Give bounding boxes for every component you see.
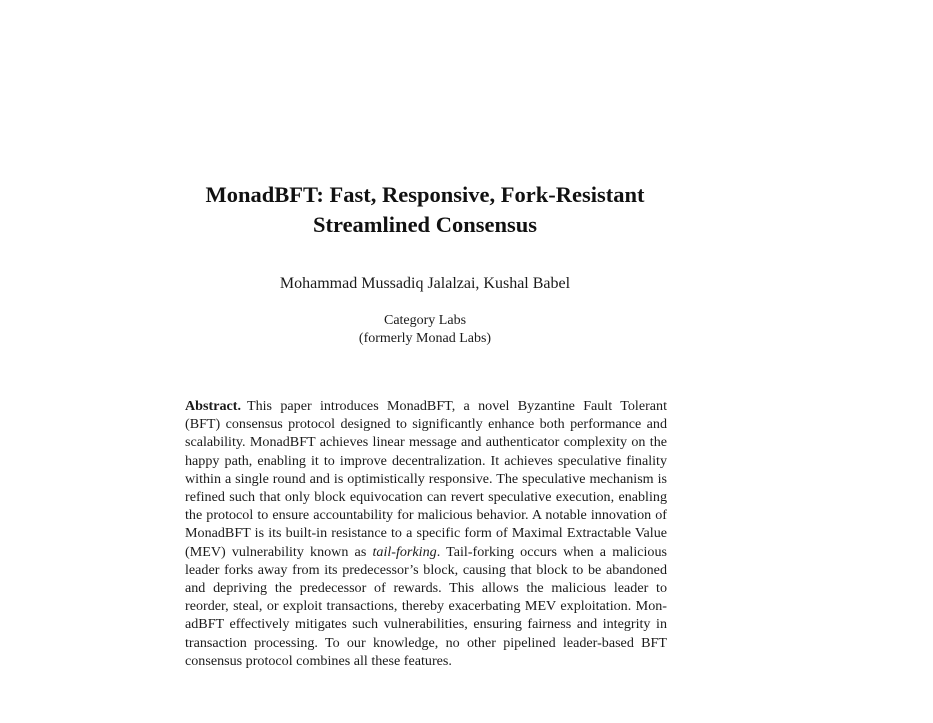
affiliation — [150, 312, 700, 348]
abstract-label: Abstract. — [185, 398, 241, 414]
abstract-text-part1: This paper introduces MonadBFT, a novel Byzantine Fault Tolerant (BFT) consensus protocol designed to significantly enhance both performance and scalability. MonadBFT achieves linear message and authenticator complexity on the happy path, enabling it to improve decentralization. It achieves speculative finality within a single round and is optimistically responsive. The speculative mechanism is refined such that only block equivocation can revert speculative execution, enabling the protocol to ensure accountability for malicious behavior. A notable innovation of MonadBFT is its built-in resistance to a specific form of Maximal Extractable Value (MEV) vulnerability known as — [185, 398, 667, 560]
paper-title — [150, 180, 700, 240]
title-line-2: Streamlined Consensus — [312, 212, 537, 237]
affiliation-note: (formerly Monad Labs) — [358, 331, 492, 346]
abstract-text-part2: . Tail-forking occurs when a malicious leader forks away from its predecessor’s block, causing that block to be abandoned and depriving the predecessor of rewards. This allows the malicious leader to reorder, steal, or exploit transactions, thereby exacerbating MEV exploitation. MonadBFT effectively mitigates such vulnerabilities, ensuring fairness and integrity in transaction processing. To our knowledge, no other pipelined leader-based BFT consensus protocol combines all these features. — [185, 543, 668, 669]
author-list: Mohammad Mussadiq Jalalzai, Kushal Babel — [279, 275, 571, 292]
abstract — [185, 397, 667, 670]
title-line-1: MonadBFT: Fast, Responsive, Fork-Resistant — [205, 182, 645, 207]
abstract-term: tail-forking — [372, 543, 437, 560]
affiliation-name: Category Labs — [383, 313, 467, 328]
